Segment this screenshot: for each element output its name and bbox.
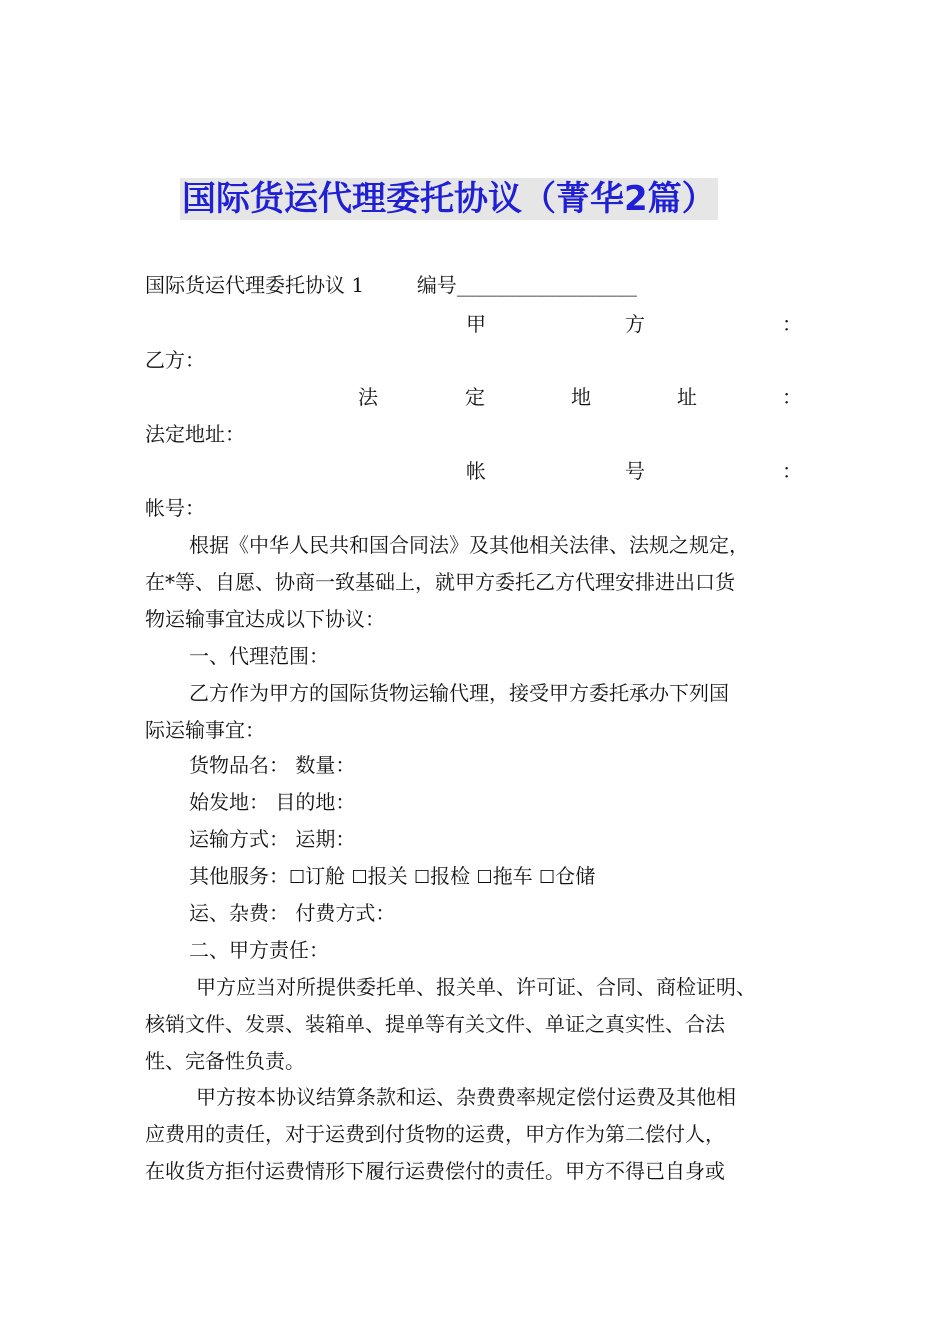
legal-address-label: 法定地址： <box>145 422 245 446</box>
transport-line: 运输方式： 运期： <box>189 827 356 851</box>
origin-line: 始发地： 目的地： <box>189 790 356 814</box>
account-char-2: 号 <box>625 459 645 483</box>
checkbox-icon[interactable]: ☐ <box>289 867 306 888</box>
number-blank: __________________ <box>456 273 637 297</box>
party-b-label: 乙方： <box>145 348 205 372</box>
checkbox-icon[interactable]: ☐ <box>414 867 431 888</box>
duty-2-line-1: 甲方按本协议结算条款和运、杂费费率规定偿付运费及其他相 <box>196 1085 736 1109</box>
intro-line-2: 在*等、自愿、协商一致基础上，就甲方委托乙方代理安排进出口货 <box>145 570 735 594</box>
agreement-label: 国际货运代理委托协议 1 <box>145 273 365 297</box>
duty-1-line-2: 核销文件、发票、装箱单、提单等有关文件、单证之真实性、合法 <box>145 1012 725 1036</box>
intro-line-1: 根据《中华人民共和国合同法》及其他相关法律、法规之规定， <box>189 533 749 557</box>
duty-2-line-3: 在收货方拒付运费情形下履行运费偿付的责任。甲方不得已自身或 <box>145 1159 725 1183</box>
party-a-colon: ： <box>782 312 802 336</box>
scope-line-1: 乙方作为甲方的国际货物运输代理，接受甲方委托承办下列国 <box>189 681 729 705</box>
checkbox-icon[interactable]: ☐ <box>476 867 493 888</box>
duty-1-line-3: 性、完备性负责。 <box>145 1049 305 1073</box>
party-a-char-1: 甲 <box>466 312 486 336</box>
other-services-line <box>189 864 595 890</box>
section-2-heading: 二、甲方责任： <box>189 938 329 962</box>
checkbox-icon[interactable]: ☐ <box>539 867 556 888</box>
account-char-1: 帐 <box>466 459 486 483</box>
scope-line-2: 际运输事宜： <box>145 718 265 742</box>
legal-address-char-1: 法 <box>358 385 378 409</box>
service-inspection: 报检 <box>430 864 471 888</box>
legal-address-char-4: 址 <box>677 385 697 409</box>
service-trucking: 拖车 <box>492 864 533 888</box>
number-label: 编号 <box>416 273 457 297</box>
legal-address-char-2: 定 <box>465 385 485 409</box>
fees-line: 运、杂费： 付费方式： <box>189 901 396 925</box>
agreement-header <box>145 273 637 297</box>
duty-1-line-1: 甲方应当对所提供委托单、报关单、许可证、合同、商检证明、 <box>196 975 756 999</box>
party-a-char-2: 方 <box>625 312 645 336</box>
document-title: 国际货运代理委托协议（菁华2篇） <box>182 179 716 219</box>
service-storage: 仓储 <box>555 864 596 888</box>
duty-2-line-2: 应费用的责任，对于运费到付货物的运费，甲方作为第二偿付人， <box>145 1122 725 1146</box>
legal-address-colon: ： <box>782 385 802 409</box>
account-label: 帐号： <box>145 496 205 520</box>
service-customs: 报关 <box>367 864 408 888</box>
checkbox-icon[interactable]: ☐ <box>351 867 368 888</box>
legal-address-char-3: 地 <box>571 385 591 409</box>
account-colon: ： <box>782 459 802 483</box>
section-1-heading: 一、代理范围： <box>189 644 329 668</box>
goods-line: 货物品名： 数量： <box>189 753 356 777</box>
other-services-label: 其他服务： <box>189 864 289 888</box>
intro-line-3: 物运输事宜达成以下协议： <box>145 607 385 631</box>
service-booking: 订舱 <box>305 864 346 888</box>
